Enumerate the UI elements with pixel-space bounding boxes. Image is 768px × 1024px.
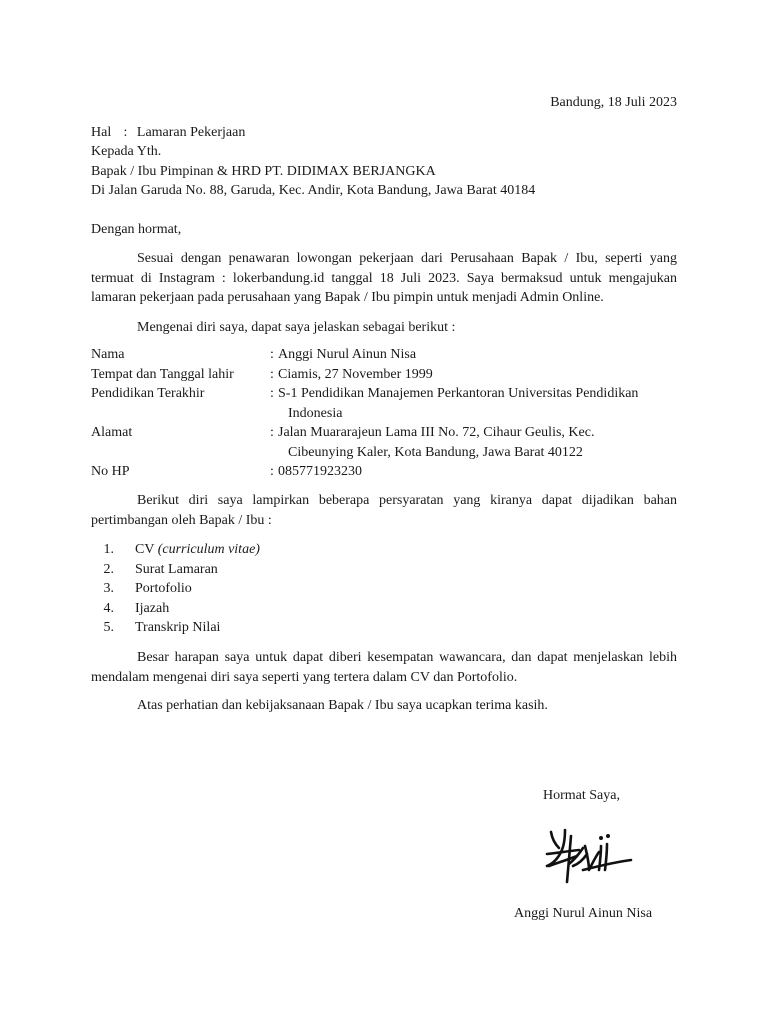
info-label: Tempat dan Tanggal lahir — [91, 366, 234, 382]
subject-value: Lamaran Pekerjaan — [136, 125, 246, 140]
recipient-block — [91, 142, 535, 201]
info-colon: : — [270, 347, 274, 362]
recipient-line: Kepada Yth. — [91, 144, 162, 159]
list-number: 1. — [103, 542, 114, 557]
list-number: 4. — [103, 600, 114, 616]
signature-name: Anggi Nurul Ainun Nisa — [514, 906, 653, 921]
info-value: Anggi Nurul Ainun Nisa — [278, 347, 417, 362]
info-row — [91, 384, 677, 404]
list-text: Ijazah — [135, 600, 170, 616]
list-number: 5. — [103, 620, 114, 635]
subject-label: Hal — [91, 125, 112, 140]
info-value: 085771923230 — [278, 464, 362, 479]
list-number: 3. — [103, 581, 114, 596]
list-item — [91, 579, 260, 599]
paragraph-attachments: Berikut diri saya lampirkan beberapa persyaratan yang kiranya dapat dijadikan bahan pertimbangan oleh Bapak / Ibu : — [91, 493, 677, 528]
list-item — [91, 599, 260, 619]
info-row-continued — [91, 443, 677, 463]
list-text: Transkrip Nilai — [135, 620, 221, 635]
list-text: CV — [135, 542, 155, 557]
paragraph-hope: Besar harapan saya untuk dapat diberi kesempatan wawancara, dan dapat menjelaskan lebih mendalam mengenai diri saya seperti yang tertera dalam CV dan Portofolio. — [91, 650, 677, 685]
letter-date: Bandung, 18 Juli 2023 — [550, 95, 677, 110]
info-colon: : — [270, 425, 274, 440]
greeting: Dengan hormat, — [91, 222, 182, 237]
info-colon: : — [270, 366, 274, 382]
closing-salutation: Hormat Saya, — [543, 788, 620, 803]
info-value: Jalan Muararajeun Lama III No. 72, Cihaur Geulis, Kec. — [278, 425, 595, 440]
info-label: Pendidikan Terakhir — [91, 386, 205, 401]
personal-info-table — [91, 345, 677, 482]
info-value: Ciamis, 27 November 1999 — [278, 366, 433, 382]
subject-colon: : — [123, 125, 128, 140]
info-value: S-1 Pendidikan Manajemen Perkantoran Universitas Pendidikan — [278, 386, 639, 401]
list-note: (curriculum vitae) — [157, 542, 260, 557]
list-item — [91, 540, 260, 560]
info-row-continued — [91, 404, 677, 424]
paragraph-intro: Sesuai dengan penawaran lowongan pekerjaan dari Perusahaan Bapak / Ibu, seperti yang termuat di Instagram : lokerbandung.id tanggal 18 Juli 2023. Saya bermaksud untuk mengajukan lamaran pekerjaan pada perusahaan yang Bapak / Ibu pimpin untuk menjadi Admin Online. — [91, 251, 677, 305]
info-label: Alamat — [91, 425, 133, 440]
info-value-continued: Cibeunying Kaler, Kota Bandung, Jawa Barat 40122 — [288, 444, 583, 460]
recipient-line: Bapak / Ibu Pimpinan & HRD PT. DIDIMAX BERJANGKA — [91, 163, 436, 179]
paragraph-thanks: Atas perhatian dan kebijaksanaan Bapak / Ibu saya ucapkan terima kasih. — [137, 698, 548, 713]
info-label: No HP — [91, 464, 130, 479]
list-text: Portofolio — [135, 581, 192, 596]
info-row — [91, 423, 677, 443]
paragraph-self-intro: Mengenai diri saya, dapat saya jelaskan sebagai berikut : — [137, 320, 456, 335]
info-label: Nama — [91, 347, 125, 362]
info-row — [91, 365, 677, 385]
signature-image — [543, 826, 635, 890]
list-text: Surat Lamaran — [135, 561, 218, 577]
info-row — [91, 462, 677, 482]
info-colon: : — [270, 464, 274, 479]
info-colon: : — [270, 386, 274, 401]
list-item — [91, 560, 260, 580]
recipient-line: Di Jalan Garuda No. 88, Garuda, Kec. Andir, Kota Bandung, Jawa Barat 40184 — [91, 183, 536, 198]
list-item — [91, 618, 260, 638]
requirements-list — [91, 540, 260, 638]
list-number: 2. — [103, 561, 114, 577]
info-value-continued: Indonesia — [288, 405, 343, 421]
info-row — [91, 345, 677, 365]
subject-line — [91, 123, 245, 143]
